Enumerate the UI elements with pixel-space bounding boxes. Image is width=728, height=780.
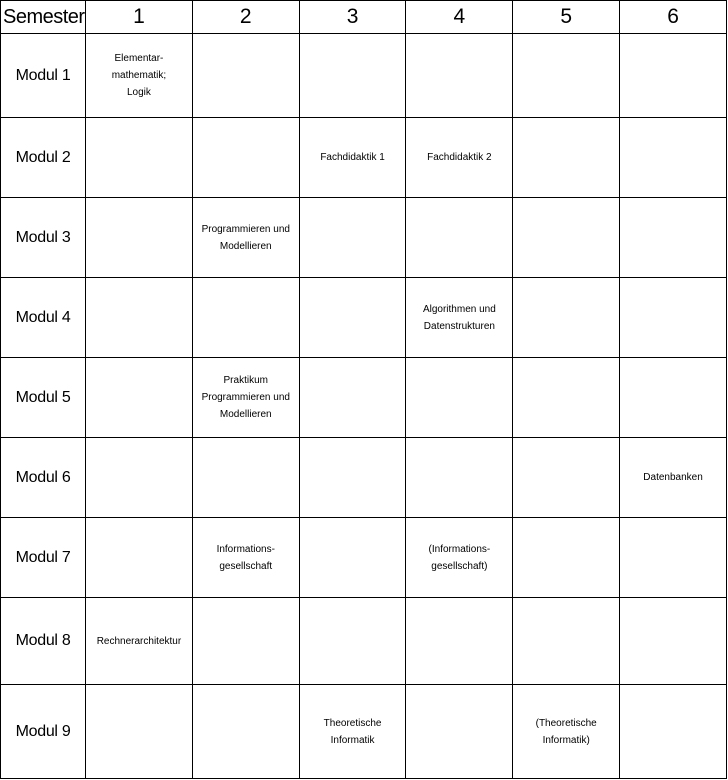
- module-cell: [86, 358, 193, 438]
- module-cell: [192, 598, 299, 685]
- module-cell: [86, 118, 193, 198]
- module-cell: [299, 278, 406, 358]
- module-cell: [406, 34, 513, 118]
- module-cell: Rechnerarchitektur: [86, 598, 193, 685]
- table-row: [1, 278, 727, 358]
- module-cell: [620, 685, 727, 779]
- module-cell: [192, 438, 299, 518]
- module-label: Modul 5: [1, 358, 86, 438]
- table-row: [1, 518, 727, 598]
- semester-header: 2: [192, 1, 299, 34]
- module-cell: [299, 438, 406, 518]
- module-label: Modul 3: [1, 198, 86, 278]
- module-cell: Fachdidaktik 2: [406, 118, 513, 198]
- module-cell: [620, 358, 727, 438]
- module-cell: [406, 198, 513, 278]
- module-cell: Praktikum Programmieren und Modellieren: [192, 358, 299, 438]
- corner-header-semester: Semester: [1, 1, 86, 34]
- module-cell: [299, 358, 406, 438]
- table-row: [1, 118, 727, 198]
- module-cell: [299, 518, 406, 598]
- module-label: Modul 4: [1, 278, 86, 358]
- module-cell: [620, 118, 727, 198]
- module-label: Modul 6: [1, 438, 86, 518]
- module-cell: [192, 278, 299, 358]
- table-row: [1, 438, 727, 518]
- module-label: Modul 9: [1, 685, 86, 779]
- module-cell: Fachdidaktik 1: [299, 118, 406, 198]
- module-cell: [513, 278, 620, 358]
- module-cell: [192, 685, 299, 779]
- module-cell: [513, 518, 620, 598]
- module-cell: Theoretische Informatik: [299, 685, 406, 779]
- module-cell: [620, 278, 727, 358]
- module-cell: [620, 518, 727, 598]
- table-row: [1, 198, 727, 278]
- module-label: Modul 7: [1, 518, 86, 598]
- semester-header: 1: [86, 1, 193, 34]
- module-cell: [86, 438, 193, 518]
- module-cell: [86, 518, 193, 598]
- module-cell: Algorithmen und Datenstrukturen: [406, 278, 513, 358]
- module-cell: [299, 34, 406, 118]
- module-cell: (Theoretische Informatik): [513, 685, 620, 779]
- module-cell: [513, 198, 620, 278]
- module-cell: [513, 438, 620, 518]
- module-cell: [406, 598, 513, 685]
- table-row: [1, 685, 727, 779]
- module-cell: Datenbanken: [620, 438, 727, 518]
- module-label: Modul 1: [1, 34, 86, 118]
- module-cell: [86, 685, 193, 779]
- table-row: [1, 598, 727, 685]
- module-cell: [513, 118, 620, 198]
- table-row: [1, 358, 727, 438]
- header-row: [1, 1, 727, 34]
- module-cell: Elementar- mathematik; Logik: [86, 34, 193, 118]
- semester-header: 6: [620, 1, 727, 34]
- semester-header: 4: [406, 1, 513, 34]
- table-row: [1, 34, 727, 118]
- module-cell: [620, 34, 727, 118]
- module-cell: [86, 278, 193, 358]
- module-cell: [299, 598, 406, 685]
- module-cell: [406, 438, 513, 518]
- semester-header: 3: [299, 1, 406, 34]
- module-cell: [620, 198, 727, 278]
- module-cell: [406, 685, 513, 779]
- module-cell: [299, 198, 406, 278]
- module-cell: [513, 34, 620, 118]
- module-cell: [620, 598, 727, 685]
- module-cell: Informations- gesellschaft: [192, 518, 299, 598]
- module-label: Modul 8: [1, 598, 86, 685]
- module-cell: [192, 118, 299, 198]
- semester-header: 5: [513, 1, 620, 34]
- module-cell: [513, 598, 620, 685]
- module-cell: Programmieren und Modellieren: [192, 198, 299, 278]
- module-cell: [86, 198, 193, 278]
- module-cell: [192, 34, 299, 118]
- module-cell: [406, 358, 513, 438]
- module-label: Modul 2: [1, 118, 86, 198]
- module-cell: (Informations- gesellschaft): [406, 518, 513, 598]
- module-cell: [513, 358, 620, 438]
